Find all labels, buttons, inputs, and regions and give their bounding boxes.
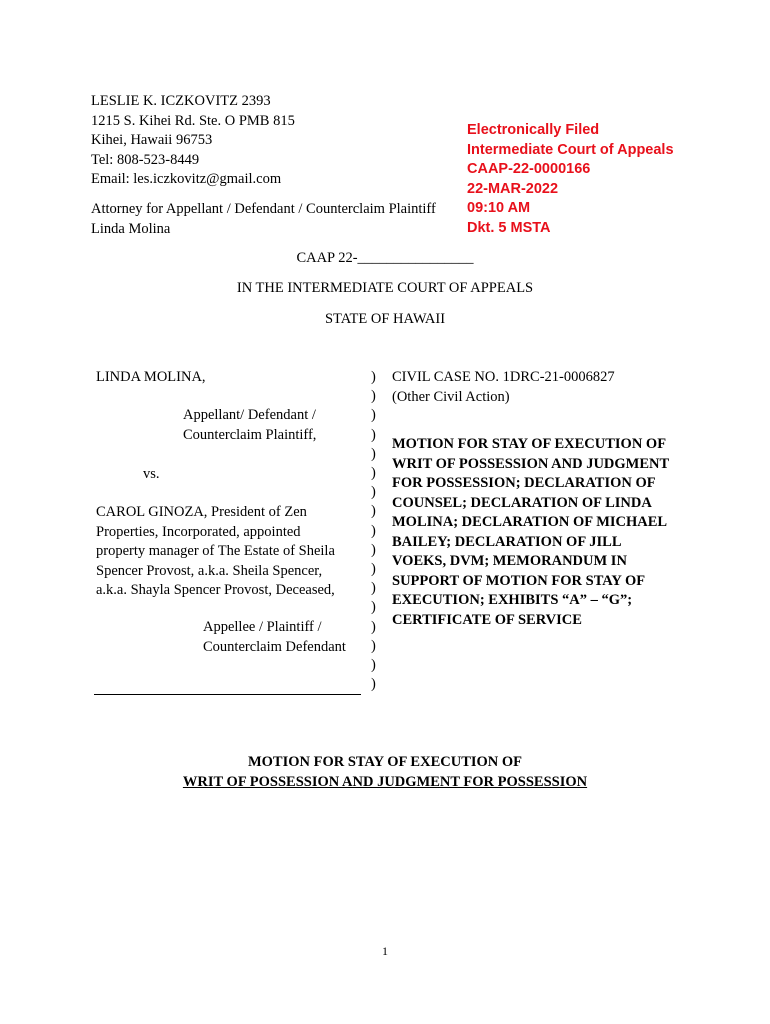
motion-caption-line: FOR POSSESSION; DECLARATION OF xyxy=(392,475,656,491)
versus: vs. xyxy=(143,466,160,482)
motion-caption-line: MOLINA; DECLARATION OF MICHAEL xyxy=(392,514,668,530)
attorney-for xyxy=(91,200,436,239)
stamp-docket: Dkt. 5 MSTA xyxy=(467,219,551,236)
paren: ) xyxy=(371,618,376,635)
appeal-case-number: CAAP 22-________________ xyxy=(296,250,474,266)
stamp-time: 09:10 AM xyxy=(467,200,531,216)
motion-caption-line: MOTION FOR STAY OF EXECUTION OF xyxy=(392,436,667,452)
motion-caption-line: WRIT OF POSSESSION AND JUDGMENT xyxy=(392,455,670,472)
civil-action-type: (Other Civil Action) xyxy=(392,388,510,405)
paren: ) xyxy=(371,465,376,482)
title-line-2: WRIT OF POSSESSION AND JUDGMENT FOR POSSESSION xyxy=(182,773,588,790)
motion-caption-line: CERTIFICATE OF SERVICE xyxy=(392,611,582,628)
attorney-for-client: Linda Molina xyxy=(91,220,171,237)
motion-caption-line: VOEKS, DVM; MEMORANDUM IN xyxy=(392,553,627,569)
attorney-email: Email: les.iczkovitz@gmail.com xyxy=(91,171,282,187)
civil-case-info xyxy=(392,368,615,407)
paren: ) xyxy=(371,503,376,520)
attorney-address-street: 1215 S. Kihei Rd. Ste. O PMB 815 xyxy=(91,112,295,129)
court-state: STATE OF HAWAII xyxy=(324,311,446,327)
electronic-filing-stamp xyxy=(467,121,674,238)
defendant-line: a.k.a. Shayla Spencer Provost, Deceased, xyxy=(96,582,335,598)
plaintiff-role xyxy=(183,406,316,445)
court-name: IN THE INTERMEDIATE COURT OF APPEALS xyxy=(236,280,534,296)
title-line-1: MOTION FOR STAY OF EXECUTION OF xyxy=(247,754,523,770)
paren: ) xyxy=(371,445,376,462)
defendant-line: property manager of The Estate of Sheila xyxy=(96,543,335,559)
paren: ) xyxy=(371,407,376,424)
plaintiff-name: LINDA MOLINA, xyxy=(96,369,206,385)
caption-parentheses xyxy=(371,368,376,694)
paren: ) xyxy=(371,599,376,616)
paren: ) xyxy=(371,522,376,539)
paren: ) xyxy=(371,541,376,558)
motion-caption-line: BAILEY; DECLARATION OF JILL xyxy=(392,533,622,550)
defendant-role-line: Counterclaim Defendant xyxy=(203,638,346,655)
stamp-court: Intermediate Court of Appeals xyxy=(467,141,674,158)
attorney-address-city: Kihei, Hawaii 96753 xyxy=(91,132,213,148)
plaintiff-role-line: Counterclaim Plaintiff, xyxy=(183,426,317,443)
caption-divider xyxy=(94,694,361,695)
motion-caption-line: EXECUTION; EXHIBITS “A” – “G”; xyxy=(392,592,633,608)
stamp-case-number: CAAP-22-0000166 xyxy=(467,161,591,177)
paren: ) xyxy=(371,484,376,501)
paren: ) xyxy=(371,369,376,385)
stamp-filed: Electronically Filed xyxy=(467,122,600,138)
plaintiff-role-line: Appellant/ Defendant / xyxy=(183,407,316,423)
motion-caption xyxy=(392,435,669,630)
attorney-name: LESLIE K. ICZKOVITZ 2393 xyxy=(91,93,271,109)
paren: ) xyxy=(371,561,376,578)
motion-caption-line: SUPPORT OF MOTION FOR STAY OF xyxy=(392,572,646,589)
defendant-role-line: Appellee / Plaintiff / xyxy=(203,619,322,635)
page-number: 1 xyxy=(382,944,388,958)
civil-case-number: CIVIL CASE NO. 1DRC-21-0006827 xyxy=(392,369,615,385)
defendant-name xyxy=(96,503,335,601)
paren: ) xyxy=(371,426,376,443)
motion-caption-line: COUNSEL; DECLARATION OF LINDA xyxy=(392,494,652,511)
document-title xyxy=(0,753,770,792)
defendant-line: Spencer Provost, a.k.a. Sheila Spencer, xyxy=(96,562,323,579)
paren: ) xyxy=(371,580,376,597)
paren: ) xyxy=(371,637,376,654)
defendant-role xyxy=(203,618,346,657)
stamp-date: 22-MAR-2022 xyxy=(467,180,559,197)
attorney-for-role: Attorney for Appellant / Defendant / Counterclaim Plaintiff xyxy=(91,201,436,217)
paren: ) xyxy=(371,657,376,674)
defendant-line: CAROL GINOZA, President of Zen xyxy=(96,504,307,520)
paren: ) xyxy=(371,388,376,405)
attorney-info xyxy=(91,92,295,190)
paren: ) xyxy=(371,676,376,693)
attorney-phone: Tel: 808-523-8449 xyxy=(91,151,200,168)
defendant-line: Properties, Incorporated, appointed xyxy=(96,523,301,540)
